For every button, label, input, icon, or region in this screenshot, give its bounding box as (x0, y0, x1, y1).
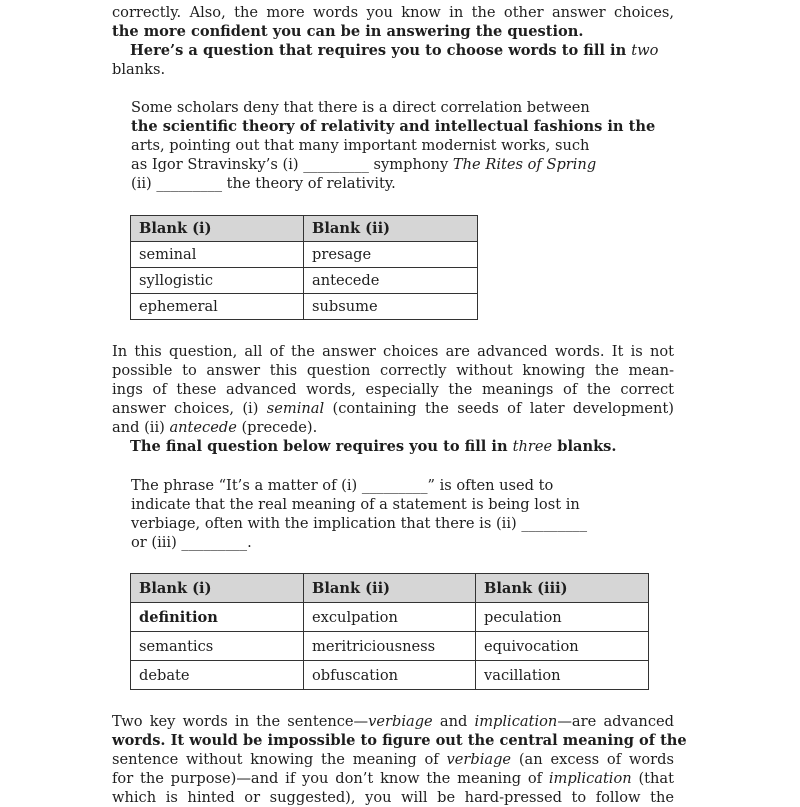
answer-choice: definition (131, 603, 304, 632)
column-header: Blank (i) (131, 574, 304, 603)
body-text-line (112, 712, 674, 731)
emphasis-text: seminal (266, 400, 325, 417)
answer-choice: subsume (304, 294, 478, 320)
body-text: and (ii) (112, 419, 170, 436)
table-row (131, 294, 478, 320)
body-text-line (112, 399, 674, 418)
question-text-line: indicate that the real meaning of a statement is being lost in (131, 496, 580, 513)
column-header: Blank (ii) (304, 216, 478, 242)
body-text: sentence without knowing the meaning of (112, 751, 447, 768)
body-text-line: the more confident you can be in answering the question. (112, 23, 584, 40)
body-text: (an excess of words (511, 751, 674, 768)
body-text: Two key words in the sentence— (112, 713, 369, 730)
answer-choice: peculation (476, 603, 649, 632)
body-text: for the purpose)—and if you don’t know the meaning of (112, 770, 549, 787)
answer-choice: obfuscation (304, 661, 476, 690)
answer-choice: presage (304, 242, 478, 268)
body-text: (containing the seeds of later development) (324, 400, 674, 417)
emphasis-text: antecede (169, 419, 237, 436)
body-text-line: words. It would be impossible to figure out the central meaning of the (112, 732, 687, 749)
question-text: as Igor Stravinsky’s (i) _________ symphony (131, 156, 453, 173)
emphasis-text: two (631, 42, 659, 59)
body-text-line: blanks. (112, 61, 166, 78)
answer-choice: vacillation (476, 661, 649, 690)
body-text: —are advanced (557, 713, 674, 730)
table-row (131, 603, 649, 632)
body-text: (precede). (236, 419, 318, 436)
bold-text: The final question below requires you to fill in (130, 438, 513, 455)
body-text-line: which is hinted or suggested), you will be hard-pressed to follow the (112, 789, 674, 806)
question-text-line (131, 155, 596, 174)
table-row (131, 268, 478, 294)
emphasis-text: three (512, 438, 553, 455)
body-text-line: ings of these advanced words, especially the meanings of the correct (112, 381, 674, 398)
answer-choice: semantics (131, 632, 304, 661)
answer-choice: meritriciousness (304, 632, 476, 661)
column-header: Blank (i) (131, 216, 304, 242)
answer-choice: ephemeral (131, 294, 304, 320)
table-header-row (131, 216, 478, 242)
question-text-line: arts, pointing out that many important modernist works, such (131, 137, 590, 154)
answer-choice: syllogistic (131, 268, 304, 294)
table-header-row (131, 574, 649, 603)
emphasis-text: verbiage (446, 751, 512, 768)
answer-choice: equivocation (476, 632, 649, 661)
answer-choice: exculpation (304, 603, 476, 632)
table-row (131, 661, 649, 690)
question-text-line: or (iii) _________. (131, 534, 252, 551)
body-text-line (112, 750, 674, 769)
body-text-line: possible to answer this question correctly without knowing the mean- (112, 362, 674, 379)
question-text-line: Some scholars deny that there is a direct correlation between (131, 99, 590, 116)
answer-choices-table (130, 573, 649, 690)
answer-choice: antecede (304, 268, 478, 294)
question-text-line: verbiage, often with the implication that there is (ii) _________ (131, 515, 588, 532)
body-text: and (432, 713, 475, 730)
question-text-line: the scientific theory of relativity and intellectual fashions in the (131, 118, 656, 135)
bold-text: blanks. (552, 438, 617, 455)
body-text-line: In this question, all of the answer choices are advanced words. It is not (112, 343, 674, 360)
emphasis-text: verbiage (368, 713, 433, 730)
body-text-line (130, 437, 674, 456)
bold-text: Here’s a question that requires you to choose words to fill in (130, 42, 632, 59)
emphasis-text: implication (548, 770, 632, 787)
table-row (131, 242, 478, 268)
table-row (131, 632, 649, 661)
column-header: Blank (ii) (304, 574, 476, 603)
answer-choices-table (130, 215, 478, 320)
body-text-line: correctly. Also, the more words you know in the other answer choices, (112, 4, 674, 21)
answer-choice: debate (131, 661, 304, 690)
body-text-line (130, 41, 674, 60)
emphasis-text: The Rites of Spring (452, 156, 597, 173)
question-text-line: (ii) _________ the theory of relativity. (131, 175, 396, 192)
answer-choice: seminal (131, 242, 304, 268)
body-text: answer choices, (i) (112, 400, 267, 417)
body-text-line (112, 769, 674, 788)
question-text-line: The phrase “It’s a matter of (i) _________” is often used to (131, 477, 554, 494)
body-text-line (112, 418, 674, 437)
column-header: Blank (iii) (476, 574, 649, 603)
body-text: (that (631, 770, 674, 787)
emphasis-text: implication (474, 713, 558, 730)
